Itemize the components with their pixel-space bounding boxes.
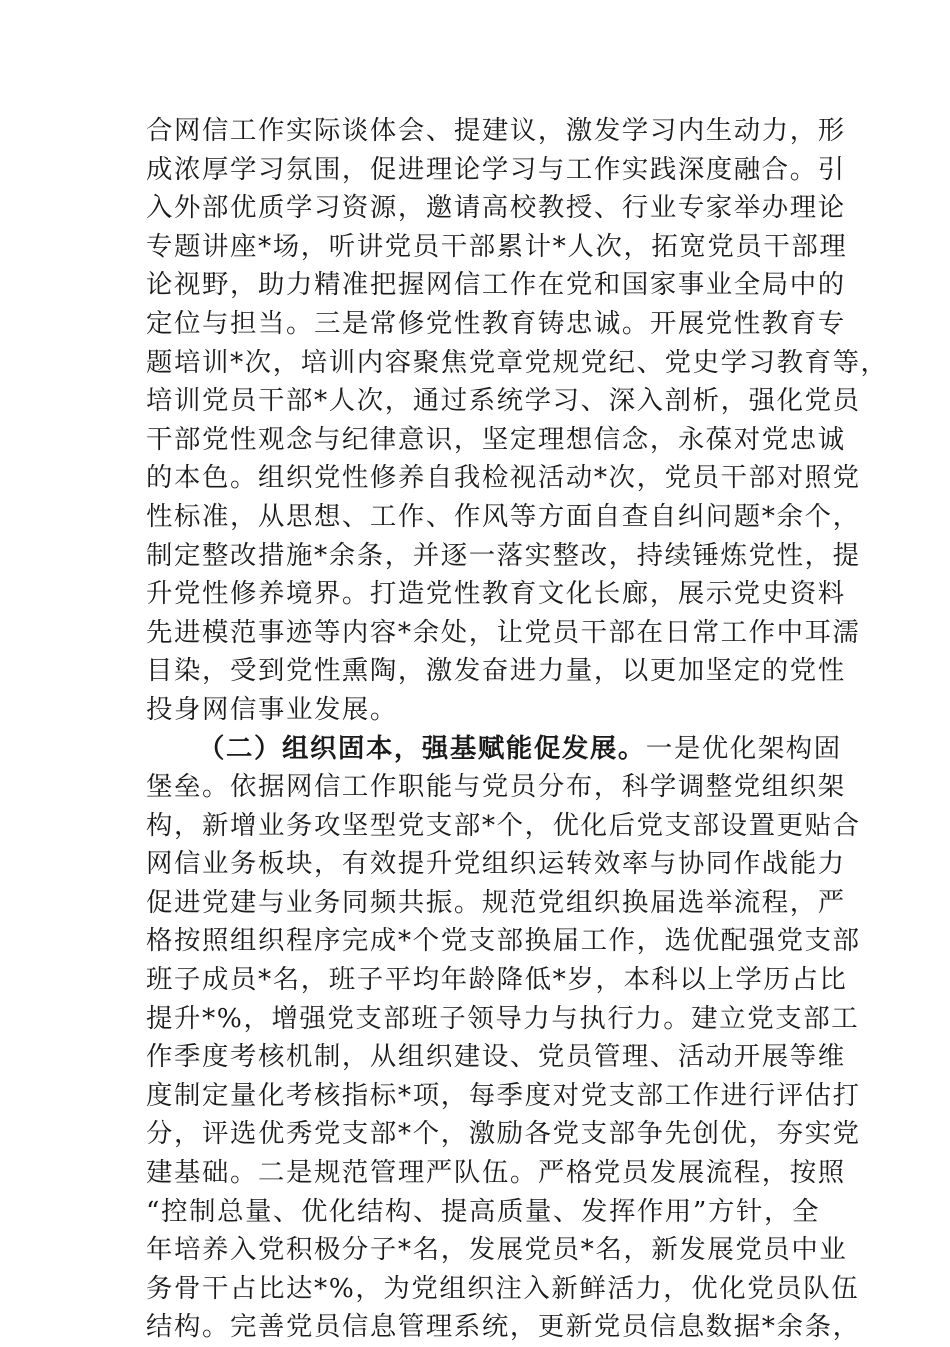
body-line: 促进党建与业务同频共振。规范党组织换届选举流程，严 xyxy=(146,886,846,918)
section-heading: （二）组织固本，强基赋能促发展。 xyxy=(198,732,646,764)
body-line-paragraph-end: 投身网信事业发展。 xyxy=(146,693,398,725)
body-line: 度制定量化考核指标*项，每季度对党支部工作进行评估打 xyxy=(146,1079,861,1111)
body-line: 制定整改措施*余条，并逐一落实整改，持续锤炼党性，提 xyxy=(146,539,861,571)
body-line: 培训党员干部*人次，通过系统学习、深入剖析，强化党员 xyxy=(146,385,861,417)
body-line: 目染，受到党性熏陶，激发奋进力量，以更加坚定的党性 xyxy=(146,655,846,687)
body-line: 网信业务板块，有效提升党组织运转效率与协同作战能力 xyxy=(146,848,846,880)
body-line: 格按照组织程序完成*个党支部换届工作，选优配强党支部 xyxy=(146,925,861,957)
body-line: 班子成员*名，班子平均年龄降低*岁，本科以上学历占比 xyxy=(146,964,848,996)
body-line: 的本色。组织党性修养自我检视活动*次，党员干部对照党 xyxy=(146,462,861,494)
body-line: 堡垒。依据网信工作职能与党员分布，科学调整党组织架 xyxy=(146,771,846,803)
body-line: 作季度考核机制，从组织建设、党员管理、活动开展等维 xyxy=(146,1041,846,1073)
body-line: 入外部优质学习资源，邀请高校教授、行业专家举办理论 xyxy=(146,192,846,224)
body-line: 先进模范事迹等内容*余处，让党员干部在日常工作中耳濡 xyxy=(146,616,861,648)
section-heading-rest: 一是优化架构固 xyxy=(645,732,842,764)
body-line: 成浓厚学习氛围，促进理论学习与工作实践深度融合。引 xyxy=(146,153,846,185)
body-line: 升党性修养境界。打造党性教育文化长廊，展示党史资料 xyxy=(146,578,846,610)
body-line: 建基础。二是规范管理严队伍。严格党员发展流程，按照 xyxy=(146,1157,846,1189)
body-line: 性标准，从思想、工作、作风等方面自查自纠问题*余个， xyxy=(146,500,861,532)
body-line: 专题讲座*场，听讲党员干部累计*人次，拓宽党员干部理 xyxy=(146,230,848,262)
body-line: 提升*%，增强党支部班子领导力与执行力。建立党支部工 xyxy=(146,1002,860,1034)
body-line: 结构。完善党员信息管理系统，更新党员信息数据*余条， xyxy=(146,1311,861,1343)
body-line: 干部党性观念与纪律意识，坚定理想信念，永葆对党忠诚 xyxy=(146,423,846,455)
body-line: 题培训*次，培训内容聚焦党章党规党纪、党史学习教育等， xyxy=(146,346,889,378)
body-line: 分，评选优秀党支部*个，激励各党支部争先创优，夯实党 xyxy=(146,1118,861,1150)
body-line: 论视野，助力精准把握网信工作在党和国家事业全局中的 xyxy=(146,269,846,301)
body-line: 务骨干占比达*%，为党组织注入新鲜活力，优化党员队伍 xyxy=(146,1272,860,1304)
body-line: 年培养入党积极分子*名，发展党员*名，新发展党员中业 xyxy=(146,1234,848,1266)
document-body xyxy=(146,112,889,1347)
body-line: 定位与担当。三是常修党性教育铸忠诚。开展党性教育专 xyxy=(146,307,846,339)
body-line: 构，新增业务攻坚型党支部*个，优化后党支部设置更贴合 xyxy=(146,809,861,841)
body-line: 合网信工作实际谈体会、提建议，激发学习内生动力，形 xyxy=(146,115,846,146)
section-heading-line xyxy=(146,730,842,769)
body-line: “控制总量、优化结构、提高质量、发挥作用”方针，全 xyxy=(146,1195,820,1227)
